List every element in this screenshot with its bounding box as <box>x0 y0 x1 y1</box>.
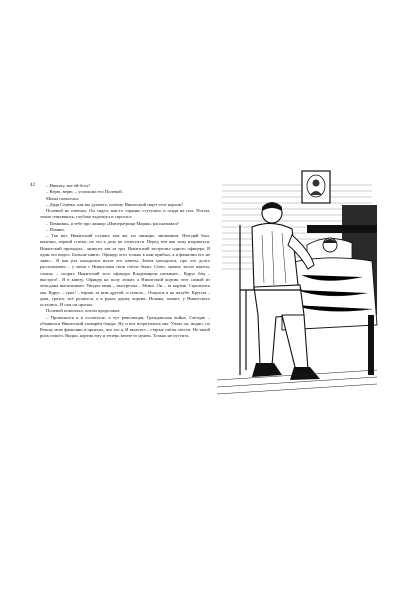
illustration <box>212 165 382 405</box>
illustration-drawing <box>212 165 382 405</box>
portrait-head <box>313 180 320 187</box>
paragraph: – Помнишь, я тебе про линкор «Императрица Мария» рассказывал? <box>46 220 179 226</box>
portrait-frame <box>302 171 330 203</box>
boot-right <box>290 367 320 380</box>
paragraph: – Никому, вот ей-богу! <box>46 183 91 188</box>
paragraph: Полевой помолчал, потом продолжал: <box>46 308 121 314</box>
bed-headboard <box>307 225 377 233</box>
boot-left <box>252 363 282 377</box>
paragraph: Полевой не отвечал. Он сидел, как-то странно ссутулясь и глядя на пол. Потом, точно очнувшись, глубоко вздохнул и спросил: <box>40 208 210 220</box>
paragraph: – Провалялся я в госпитале, а тут революция, Гражданская война. Смотрю – объявился Никитский главарём банды. Ну и вот встретились мы. Узнал он, видно, по Ревску мою фамилию и приехал, что это я. И вылетел – старые счёты свести. На такой риск пошёл. Видно, кортик ему и теперь зачем-то нужен. Только не пустить. <box>40 314 210 339</box>
paragraph: – Дядя Серёжа, как вы думаете, почему Никитский ищет этот кортик? <box>46 201 184 207</box>
paragraph: – Верю, верю, – успокоил его Полевой. <box>46 189 123 195</box>
man-leg-right <box>282 315 308 371</box>
man-torso <box>252 223 298 290</box>
bed-leg <box>368 315 374 375</box>
paragraph: – Так вот. Никитский служил там же, на линкоре, мичманом. Негодяй был, конечно, первой статьи, но это к делу не относится. Перед тем как тому взорваться, Никитский приходил... минуты так за три. Никитский застрелил одного офицера. Я один это видел. Больше никто. Офицер этот только к нам прибыл, а я фамилии его не знаю... Я как раз находился возле его каюты. Зачем находился, про это долго рассказывать – у меня с Никитским свои счёты были. Стою, значит, возле каюты, слышу – спорят. Никитский того офицера Владимиром называет... Вдруг бац – выстрел!.. Я в каюту. Офицер на полу лежит, а Никитский кортик этот самый из чемодана вытаскивает. Увидел меня – выстрелил... Мимо. Он – за кортик. Сцепились мы. Вдруг – трах! – взрыв, за ним другой, и пошло... Очнулся я на палубе. Кругом – дым, грохот, всё рушится, а в руках держу кортик. Ножны, значит, у Никитского остались. И сам он пропал. <box>40 233 210 308</box>
text-column <box>40 183 210 340</box>
paragraph: Миша помолчал: <box>46 195 80 201</box>
page-number: 42 <box>30 183 35 188</box>
paragraph: – Помню. <box>46 226 65 232</box>
